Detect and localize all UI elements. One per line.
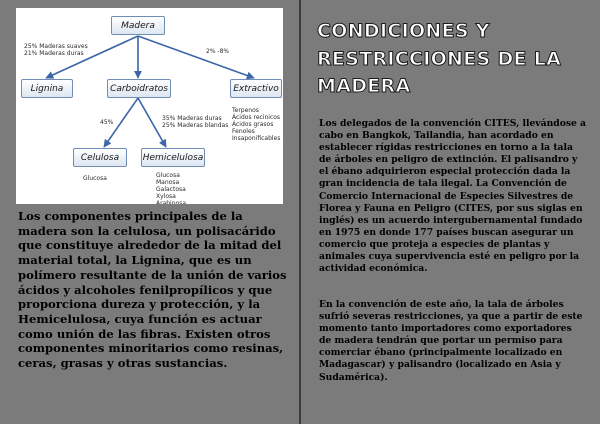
wood-composition-diagram — [16, 8, 283, 204]
cites-paragraph: Los delegados de la convención CITES, llevándose a cabo en Bangkok, Tailandia, han acordado en establecer rígidas restricciones en torno a la tala de árboles en peligro de extinción. El palisandro y el ébano adquirieron especial protección dada la gran incidencia de tala ilegal. La Convención de Comercio Internacional de Especies Silvestres de Florea y Fauna en Peligro (CITES, por sus siglas en inglés) es un acuerdo intergubernamental fundado en 1975 en donde 177 países buscan asegurar un comercio que proteja a especies de plantas y animales cuya supervivencia esté en peligro por la actividad económica. — [319, 118, 587, 275]
hemicelulosa-note: 35% Maderas duras 25% Maderas blandas — [162, 115, 229, 129]
madera-note: 25% Maderas suaves 21% Maderas duras — [24, 43, 88, 57]
extractivo-percent: 2% -8% — [206, 48, 230, 55]
node-madera: Madera — [111, 16, 165, 35]
celulosa-item: Glucosa — [83, 175, 107, 182]
hemicelulosa-items: Glucosa Manosa Galactosa Xylosa Arabinosa — [156, 172, 186, 204]
node-carboidratos: Carboidratos — [107, 79, 171, 98]
node-hemicelulosa: Hemicelulosa — [141, 148, 205, 167]
celulosa-percent: 45% — [100, 119, 114, 126]
wood-components-text: Los componentes principales de la madera son la celulosa, un polisacárido que constituye alrededor de la mitad del material total, la Lignina, que es un polímero resultante de la unión de varios ácidos y alcoholes fenilpropílicos y que proporciona dureza y protección, y la Hemicelulosa, cuya función es actuar como unión de las fibras. Existen otros componentes minoritarios como resinas, ceras, grasas y otras sustancias. — [18, 209, 287, 371]
page-title: CONDICIONES Y RESTRICCIONES DE LA MADERA — [317, 20, 562, 97]
node-lignina: Lignina — [21, 79, 73, 98]
node-extractivo: Extractivo — [230, 79, 282, 98]
diagram-connectors — [16, 8, 283, 204]
restrictions-paragraph: En la convención de este año, la tala de árboles sufrió severas restricciones, ya que a partir de este momento tanto importadores como exportadores de madera tendrán que portar un permiso para comerciar ébano (principalmente localizado en Madagascar) y palisandro (localizado en Asia y Sudamérica). — [319, 299, 583, 383]
arrow-to-extractivo — [138, 36, 254, 78]
node-celulosa: Celulosa — [73, 148, 127, 167]
extractivo-items: Terpenos Ácidos recinicos Ácidos grasos Fenoles Insaponificables — [232, 107, 281, 142]
